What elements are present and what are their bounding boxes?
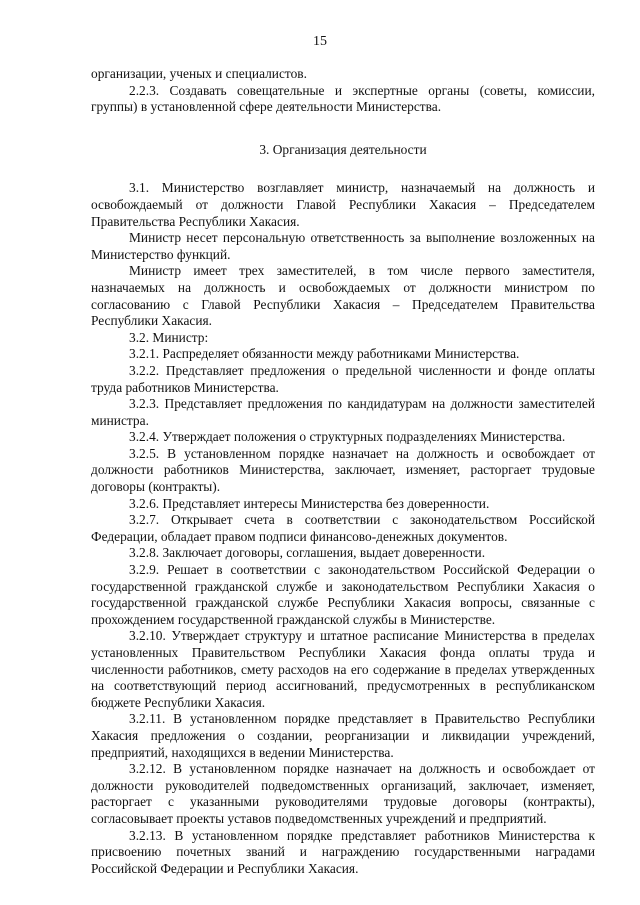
- paragraph: Министр несет персональную ответственность за выполнение возложенных на Министерство функций.: [91, 230, 595, 262]
- paragraph: 3.2.3. Представляет предложения по кандидатурам на должности заместителей министра.: [91, 396, 595, 428]
- paragraph: организации, ученых и специалистов.: [91, 66, 307, 81]
- paragraph: Министр имеет трех заместителей, в том числе первого заместителя, назначаемых на должность и освобождаемых от должности министром по согласованию с Главой Республики Хакасия – Председателем Правительства Республики Хакасия.: [91, 263, 595, 329]
- paragraph: 3.2.5. В установленном порядке назначает на должность и освобождает от должности работников Министерства, заключает, изменяет, расторгает трудовые договоры (контракты).: [91, 445, 595, 495]
- document-body: [91, 66, 595, 877]
- paragraph: 3.2.12. В установленном порядке назначает на должность и освобождает от должности руководителей подведомственных организаций, заключает, изменяет, расторгает с указанными руководителями трудовые договоры (контракты), согласовывает проекты уставов подведомственных учреждений и предприятий.: [91, 761, 595, 826]
- paragraph: 3.1. Министерство возглавляет министр, назначаемый на должность и освобождаемый от должности Главой Республики Хакасия – Председателем Правительства Республики Хакасия.: [91, 180, 595, 229]
- section-heading: 3. Организация деятельности: [259, 141, 427, 157]
- paragraph: 2.2.3. Создавать совещательные и экспертные органы (советы, комиссии, группы) в установленной сфере деятельности Министерства.: [91, 82, 595, 115]
- paragraph: 3.2. Министр:: [129, 329, 209, 345]
- paragraph: 3.2.9. Решает в соответствии с законодательством Российской Федерации о государственной гражданской службе и законодательством Республики Хакасия о государственной гражданской службе Республики Хакасия вопросы, связанные с прохождением государственной гражданской службы в Министерстве.: [91, 562, 595, 627]
- paragraph: 3.2.1. Распределяет обязанности между работниками Министерства.: [129, 346, 520, 362]
- paragraph: 3.2.2. Представляет предложения о предельной численности и фонде оплаты труда работников Министерства.: [91, 362, 595, 395]
- paragraph: 3.2.10. Утверждает структуру и штатное расписание Министерства в пределах установленных Правительством Республики Хакасия фонда оплаты труда и численности работников, смету расходов на его содержание в пределах утвержденных на соответствующий период ассигнований, предусмотренных в республиканском бюджете Республики Хакасия.: [91, 628, 595, 710]
- paragraph: 3.2.13. В установленном порядке представляет работников Министерства к присвоению почетных званий и награждению государственными наградами Российской Федерации и Республики Хакасия.: [91, 827, 595, 876]
- page-number: 15: [313, 34, 327, 49]
- paragraph: 3.2.11. В установленном порядке представляет в Правительство Республики Хакасия предложения о создании, реорганизации и ликвидации учреждений, предприятий, находящихся в ведении Министерства.: [91, 711, 595, 760]
- paragraph: 3.2.4. Утверждает положения о структурных подразделениях Министерства.: [129, 429, 566, 445]
- paragraph: 3.2.8. Заключает договоры, соглашения, выдает доверенности.: [129, 545, 486, 561]
- paragraph: 3.2.6. Представляет интересы Министерства без доверенности.: [129, 495, 490, 511]
- paragraph: 3.2.7. Открывает счета в соответствии с законодательством Российской Федерации, обладает правом подписи финансово-денежных документов.: [91, 512, 595, 544]
